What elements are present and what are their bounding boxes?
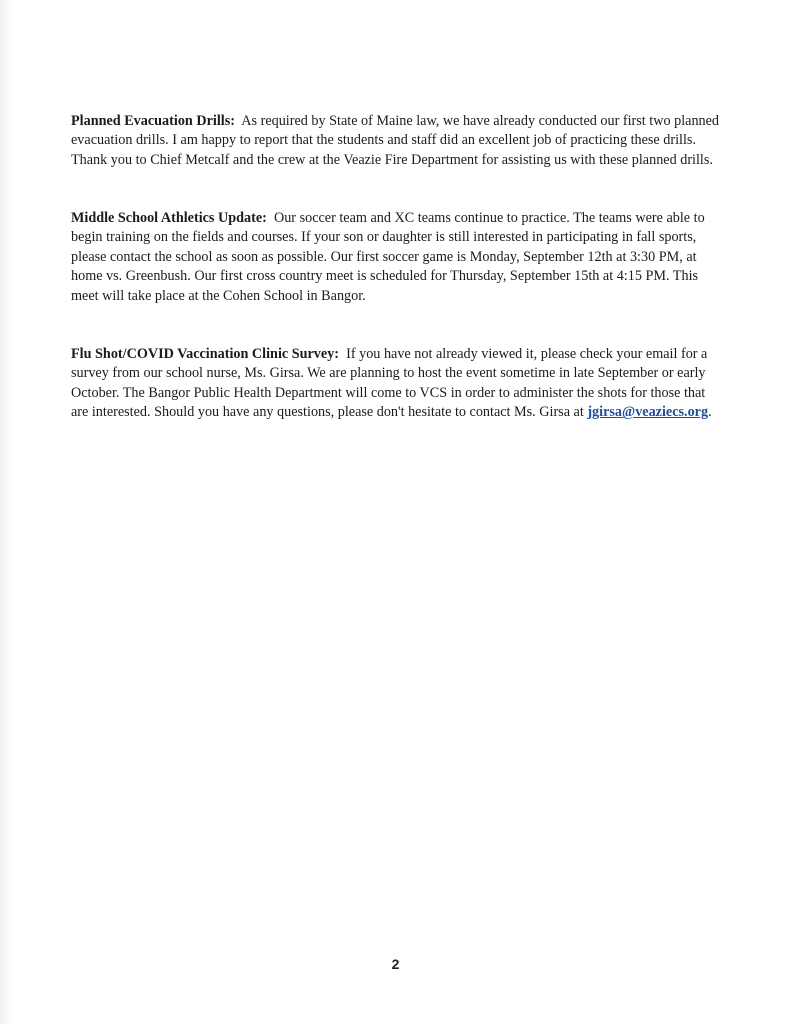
section-heading: Middle School Athletics Update: [71, 210, 267, 226]
page-number: 2 [391, 956, 400, 972]
section-evacuation-drills [71, 112, 721, 170]
section-body: Our soccer team and XC teams continue to practice. The teams were able to begin training on the fields and courses. If your son or daughter is still interested in participating in fall sports, please contact the school as soon as possible. Our first soccer game is Monday, September 12th at 3:30 PM, at home vs. Greenbush. Our first cross country meet is scheduled for Thursday, September 15th at 4:15 PM. This meet will take place at the Cohen School in Bangor. [71, 210, 705, 304]
section-body: As required by State of Maine law, we have already conducted our first two planned evacuation drills. I am happy to report that the students and staff did an excellent job of practicing these drills. Thank you to Chief Metcalf and the crew at the Veazie Fire Department for assisting us with these planned drills. [71, 113, 720, 168]
section-flu-clinic-survey [71, 345, 721, 423]
section-heading: Planned Evacuation Drills: [71, 113, 235, 129]
sentence-end: . [708, 404, 712, 421]
email-link[interactable]: jgirsa@veaziecs.org [587, 404, 709, 421]
section-body: If you have not already viewed it, please check your email for a survey from our school nurse, Ms. Girsa. We are planning to host the event sometime in late September or early October. The Bangor Public Health Department will come to VCS in order to administer the shots for those that are interested. Should you have any questions, please don't hesitate to contact Ms. Girsa at [71, 346, 708, 421]
section-heading: Flu Shot/COVID Vaccination Clinic Survey: [71, 346, 340, 362]
scan-edge [0, 0, 14, 1024]
section-athletics-update [71, 209, 721, 306]
